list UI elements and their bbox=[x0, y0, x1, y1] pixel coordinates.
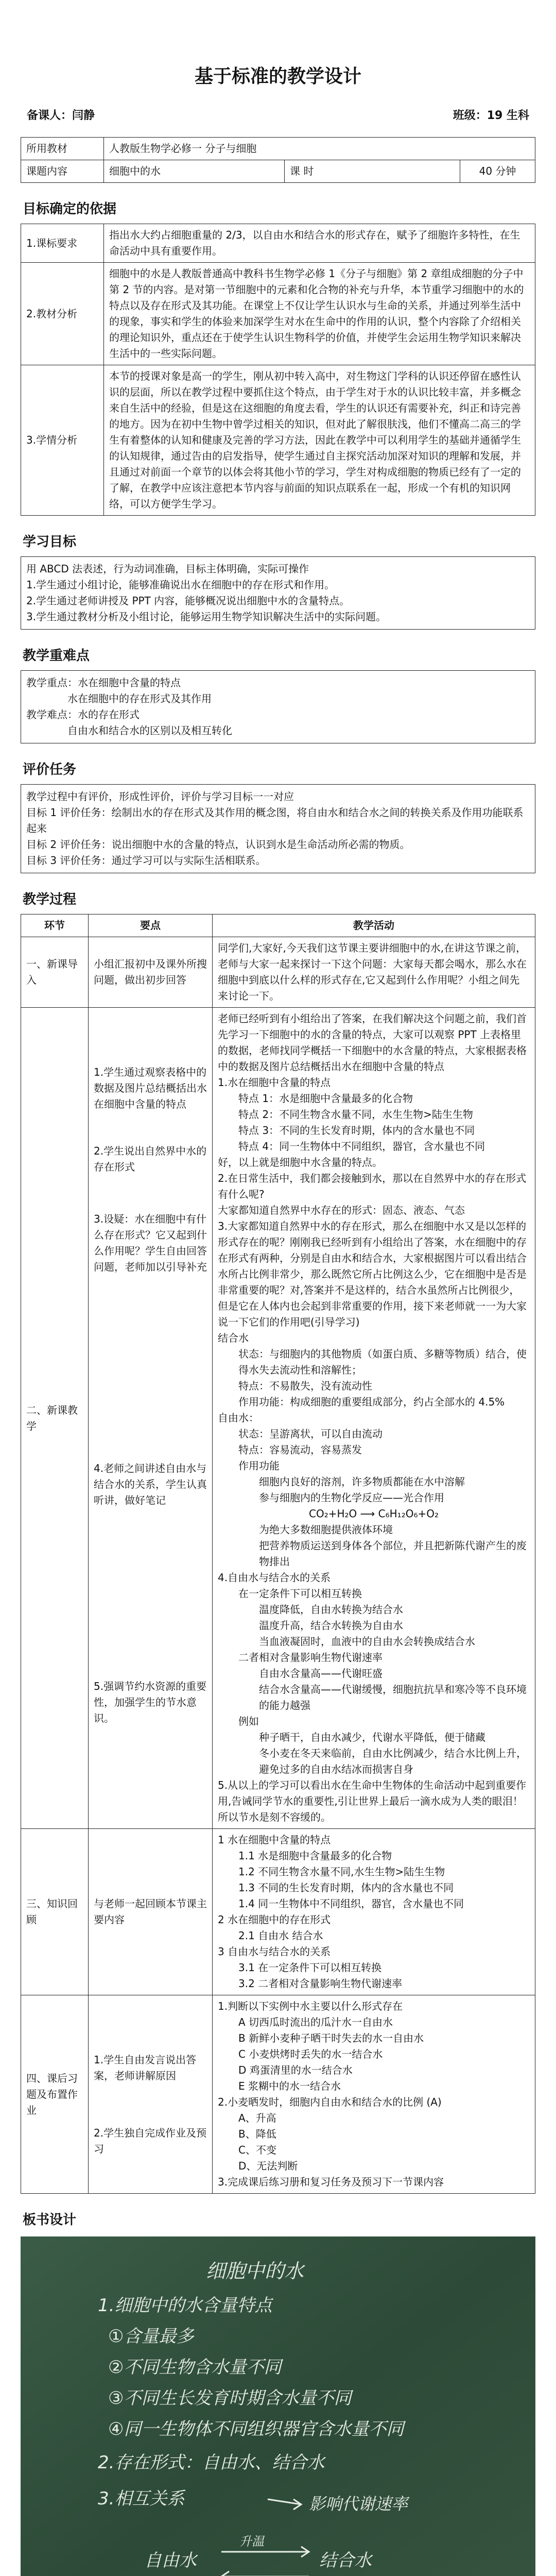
keypoint-line: 自由水和结合水的区别以及相互转化 bbox=[67, 724, 232, 737]
activity-line: 大家都知道自然界中水存在的形式：固态、液态、气态 bbox=[218, 1204, 465, 1216]
activity-line: C、不变 bbox=[238, 2144, 276, 2156]
formula: CO₂+H₂O ⟶ C₆H₁₂O₆+O₂ bbox=[308, 1507, 439, 1520]
activity-line: E 浆糊中的水一结合水 bbox=[238, 2080, 341, 2092]
textbook-value: 人教版生物学必修一 分子与细胞 bbox=[104, 138, 535, 160]
objective-line: 2.学生通过老师讲授及 PPT 内容，能够概况说出细胞中水的含量特点。 bbox=[26, 595, 350, 607]
stage-point: 1.学生自由发言说出答案，老师讲解原因 bbox=[94, 2054, 197, 2082]
evaluation-line: 教学过程中有评价，形成性评价，评价与学习目标一一对应 bbox=[26, 790, 294, 803]
activity-line: 3.1 在一定条件下可以相互转换 bbox=[238, 1961, 382, 1974]
activity-line: 1.4 同一生物体中不同组织，器官，含水量也不同 bbox=[238, 1897, 464, 1910]
blackboard-photo bbox=[21, 2236, 535, 2576]
stage-point: 1.学生通过观察表格中的数据及图片总结概括出水在细胞中含量的特点 bbox=[94, 1066, 207, 1110]
board-line: 升温 bbox=[239, 2534, 264, 2549]
col-header: 环节 bbox=[21, 914, 89, 937]
activity-line: 老师已经听到有小组给出了答案，在我们解决这个问题之前，我们首先学习一下细胞中的水的含量的特点，大家可以观察 PPT 上表格里的数据，老师找同学概括一下细胞中的水含量的特点，大家根据表格中的数据及图片总结概括出水在细胞中含量的特点 bbox=[218, 1012, 527, 1073]
keypoint-line: 教学重点：水在细胞中含量的特点 bbox=[26, 676, 181, 689]
basis-text: 指出水大约占细胞重量的 2/3，以自由水和结合水的形式存在，赋予了细胞许多特性，在生命活动中具有重要作用。 bbox=[104, 224, 535, 263]
stage-points bbox=[89, 1008, 213, 1829]
activity-line: 1.3 不同的生长发育时期，体内的含水量也不同 bbox=[238, 1882, 454, 1894]
keypoint-line: 水在细胞中的存在形式及其作用 bbox=[67, 692, 212, 705]
process-table bbox=[21, 914, 535, 2194]
col-header: 教学活动 bbox=[213, 914, 535, 937]
activity-line: 特点：容易流动，容易蒸发 bbox=[238, 1444, 362, 1456]
activity-line: 特点 1：水是细胞中含量最多的化合物 bbox=[238, 1092, 413, 1105]
activity-line: 把营养物质运送到身体各个部位，并且把新陈代谢产生的废物排出 bbox=[259, 1539, 527, 1568]
stage-activity: 同学们,大家好,今天我们这节课主要讲细胞中的水,在讲这节课之前，老师与大家一起来探讨一下这个问题：大家每天都会喝水，那么水在细胞中到底以什么样的形式存在,它又起到什么作用呢？小组之间先来讨论一下。 bbox=[213, 937, 535, 1008]
board-line: 3.相互关系 bbox=[98, 2488, 185, 2509]
activity-line: D、无法判断 bbox=[238, 2160, 298, 2172]
activity-line: 5.从以上的学习可以看出水在生命中生物体的生命活动中起到重要作用,告诫同学节水的重要性,引让世界上最后一滴水成为人类的眼泪！所以节水是刻不容缓的。 bbox=[218, 1779, 527, 1823]
stage-point: 2.学生独自完成作业及预习 bbox=[94, 2127, 207, 2155]
teacher-label: 备课人：闫静 bbox=[27, 109, 95, 122]
activity-line: A 切西瓜时流出的瓜汁水一自由水 bbox=[238, 2016, 393, 2028]
activity-line: 2.小麦晒发时，细胞内自由水和结合水的比例 (A) bbox=[218, 2096, 442, 2108]
activity-line: 1.水在细胞中含量的特点 bbox=[218, 1076, 331, 1089]
activity-line: 1.2 不同生物含水量不同,水生生物>陆生生物 bbox=[238, 1866, 445, 1878]
basis-label: 1.课标要求 bbox=[21, 224, 104, 263]
keypoints-box bbox=[21, 670, 535, 743]
activity-line: 状态：呈游离状，可以自由流动 bbox=[238, 1428, 383, 1440]
activity-line: 特点 4：同一生物体中不同组织，器官，含水量也不同 bbox=[238, 1140, 485, 1153]
blackboard-svg bbox=[21, 2236, 535, 2576]
activity-line: 自由水： bbox=[218, 1412, 259, 1424]
stage-point: 与老师一起回顾本节课主要内容 bbox=[89, 1829, 213, 1995]
activity-line: 结合水 bbox=[218, 1332, 249, 1344]
period-value: 40 分钟 bbox=[460, 160, 535, 183]
stage-activity bbox=[213, 1008, 535, 1829]
activity-line: 冬小麦在冬天来临前，自由水比例减少，结合水比例上升，避免过多的自由水结冰而损害自身 bbox=[259, 1747, 527, 1775]
stage-label: 二、新课教学 bbox=[21, 1008, 89, 1829]
textbook-label: 所用教材 bbox=[21, 138, 104, 160]
stage-point: 3.设疑：水在细胞中有什么存在形式？它又起到什么作用呢？学生自由回答问题，老师加以引导补充 bbox=[94, 1213, 207, 1273]
activity-line: 为绝大多数细胞提供液体环境 bbox=[259, 1523, 393, 1536]
board-line: 1.细胞中的水含量特点 bbox=[98, 2295, 272, 2316]
stage-point: 5.强调节约水资源的重要性，加强学生的节水意识。 bbox=[94, 1680, 207, 1724]
activity-line: 4.自由水与结合水的关系 bbox=[218, 1571, 331, 1584]
stage-activity bbox=[213, 1995, 535, 2194]
basis-label: 2.教材分析 bbox=[21, 263, 104, 365]
topic-label: 课题内容 bbox=[21, 160, 104, 183]
activity-line: 自由水含量高——代谢旺盛 bbox=[259, 1667, 383, 1680]
activity-line: 种子晒干，自由水减少，代谢水平降低，便于储藏 bbox=[259, 1731, 485, 1743]
objectives-heading: 学习目标 bbox=[23, 534, 77, 550]
stage-point: 2.学生说出自然界中水的存在形式 bbox=[94, 1145, 207, 1173]
activity-line: 特点 3：不同的生长发育时期，体内的含水量也不同 bbox=[238, 1124, 475, 1137]
stage-label: 一、新课导入 bbox=[21, 937, 89, 1008]
activity-line: 作用功能：构成细胞的重要组成部分，约占全部水的 4.5% bbox=[238, 1396, 505, 1408]
stage-label: 四、课后习题及布置作业 bbox=[21, 1995, 89, 2194]
activity-line: 1 水在细胞中含量的特点 bbox=[218, 1834, 331, 1846]
activity-line: 3.大家都知道自然界中水的存在形式，那么在细胞中水又是以怎样的形式存在的呢？刚刚我已经听到有小组给出了答案，水在细胞中的存在形式有两种，分别是自由水和结合水，大家根据图片可以看出结合水所占比例非常少，那么既然它所占比例这么少，它在细胞中是否是非常重要的呢？对,答案并不是这样的，结合水虽然所占比例很少，但是它在人体内也会起到非常重要的作用，接下来老师就一一为大家说一下它们的作用吧(引导学习) bbox=[218, 1220, 527, 1328]
board-line: 影响代谢速率 bbox=[309, 2494, 408, 2514]
stage-label: 三、知识回顾 bbox=[21, 1829, 89, 1995]
activity-line: 3.完成课后练习册和复习任务及预习下一节课内容 bbox=[218, 2176, 444, 2188]
board-line: ①含量最多 bbox=[108, 2326, 194, 2347]
keypoints-heading: 教学重难点 bbox=[23, 648, 90, 664]
basis-label: 3.学情分析 bbox=[21, 365, 104, 516]
activity-line: 2.在日常生活中，我们都会接触到水，那以在自然界中水的存在形式有什么呢? bbox=[218, 1172, 527, 1200]
activity-line: 温度降低，自由水转换为结合水 bbox=[259, 1603, 403, 1616]
evaluation-line: 目标 3 评价任务：通过学习可以与实际生活相联系。 bbox=[26, 854, 266, 867]
board-line: 2.存在形式：自由水、结合水 bbox=[98, 2452, 325, 2473]
activity-line: C 小麦烘烤时丢失的水一结合水 bbox=[238, 2048, 383, 2060]
basis-text: 细胞中的水是人教版普通高中教科书生物学必修 1《分子与细胞》第 2 章组成细胞的分子中第 2 节的内容。是对第一节细胞中的元素和化合物的补充与升华，本节重学习细胞中的水的特点以及存在形式及其功能。在课堂上不仅让学生认识水与生命的关系，并通过列举生活中的现象，事实和学生的体验来加深学生对水在生命中的作用的认识，整个内容除了介绍相关的理论知识外，重点还在于使学生认识生物科学的价值，并使学生会运用生物学知识来解决生活中的一些实际问题。 bbox=[104, 263, 535, 365]
activity-line: D 鸡蛋清里的水一结合水 bbox=[238, 2064, 353, 2076]
evaluation-heading: 评价任务 bbox=[23, 762, 77, 777]
basis-heading: 目标确定的依据 bbox=[23, 201, 117, 217]
activity-line: 结合水含量高——代谢缓慢，细胞抗抗旱和寒冷等不良环境的能力越强 bbox=[259, 1683, 527, 1711]
meta-row bbox=[21, 107, 535, 123]
activity-line: 当血液凝固时，血液中的自由水会转换成结合水 bbox=[259, 1635, 475, 1648]
objective-line: 1.学生通过小组讨论，能够准确说出水在细胞中的存在形式和作用。 bbox=[26, 579, 335, 591]
activity-line: 状态：与细胞内的其他物质（如蛋白质、多糖等物质）结合，使得水失去流动性和溶解性； bbox=[238, 1348, 527, 1376]
page bbox=[21, 0, 535, 2576]
stage-point: 小组汇报初中及课外所搜问题，做出初步回答 bbox=[89, 937, 213, 1008]
activity-line: 2.1 自由水 结合水 bbox=[238, 1929, 323, 1942]
board-line: 结合水 bbox=[319, 2550, 372, 2571]
activity-line: 1.1 水是细胞中含量最多的化合物 bbox=[238, 1850, 392, 1862]
activity-line: 参与细胞内的生物化学反应——光合作用 bbox=[259, 1492, 444, 1504]
basis-table bbox=[21, 224, 535, 516]
basis-text: 本节的授课对象是高一的学生，刚从初中转入高中，对生物这门学科的认识还停留在感性认识的层面，所以在教学过程中要抓住这个特点，由于学生对于水的认识比较丰富，并多概念来自生活中的经验，但是这在这细胞的角度去看，学生的认识还有需要补充，纠正和诗完善的地方。因为在初中生物中曾学过相关的知识，但对此了解很肤浅，他们不懂高二高三的学生有着整体的认知和健康及完善的学习方法，因此在教学中可以利用学生的基础并通循学生的认知规律，通过告由的启发指导，使学生通过自主探究活动加深对知识的理解和发展，并且通过对前面一个章节的以体会将其他小节的学习，学生对构成细胞的物质已经有了一定的了解，在教学中应该注意把本节内容与前面的知识点联系在一起，形成一个有机的知识网络，可以方便学生学习。 bbox=[104, 365, 535, 516]
board-title: 细胞中的水 bbox=[206, 2260, 304, 2282]
board-heading: 板书设计 bbox=[23, 2212, 77, 2228]
activity-line: 在一定条件下可以相互转换 bbox=[238, 1587, 362, 1600]
activity-line: 作用功能 bbox=[238, 1460, 280, 1472]
info-table bbox=[21, 137, 535, 183]
objectives-box bbox=[21, 556, 535, 630]
activity-line: 二者相对含量影响生物代谢速率 bbox=[238, 1651, 383, 1664]
objective-line: 用 ABCD 法表述，行为动词准确，目标主体明确，实际可操作 bbox=[26, 563, 309, 575]
board-line: 自由水 bbox=[144, 2550, 197, 2571]
board-line: ②不同生物含水量不同 bbox=[108, 2357, 282, 2378]
board-line: ③不同生长发育时期含水量不同 bbox=[108, 2388, 352, 2409]
activity-line: B、降低 bbox=[238, 2128, 276, 2140]
keypoint-line: 教学难点：水的存在形式 bbox=[26, 708, 140, 721]
activity-line: 特点 2：不同生物含水量不同，水生生物>陆生生物 bbox=[238, 1108, 473, 1121]
stage-point: 4.老师之间讲述自由水与结合水的关系，学生认真听讲，做好笔记 bbox=[94, 1462, 207, 1506]
activity-line: 特点：不易散失，没有流动性 bbox=[238, 1380, 372, 1392]
period-label: 课 时 bbox=[285, 160, 460, 183]
activity-line: 例如 bbox=[238, 1715, 259, 1727]
activity-line: 1.判断以下实例中水主要以什么形式存在 bbox=[218, 2000, 403, 2012]
evaluation-line: 目标 2 评价任务：说出细胞中水的含量的特点，认识到水是生命活动所必需的物质。 bbox=[26, 838, 410, 851]
activity-line: 2 水在细胞中的存在形式 bbox=[218, 1913, 331, 1926]
evaluation-line: 目标 1 评价任务：绘制出水的存在形式及其作用的概念图，将自由水和结合水之间的转换关系及作用功能联系起来 bbox=[26, 806, 524, 835]
col-header: 要点 bbox=[89, 914, 213, 937]
activity-line: 好，以上就是细胞中水含量的特点。 bbox=[218, 1156, 383, 1168]
page-title: 基于标准的教学设计 bbox=[194, 66, 361, 87]
activity-line: A、升高 bbox=[238, 2112, 276, 2124]
stage-points bbox=[89, 1995, 213, 2194]
activity-line: 温度升高，结合水转换为自由水 bbox=[259, 1619, 403, 1632]
process-heading: 教学过程 bbox=[23, 892, 77, 907]
activity-line: B 新鲜小麦种子晒干时失去的水一自由水 bbox=[238, 2032, 424, 2044]
activity-line: 细胞内良好的溶剂，许多物质都能在水中溶解 bbox=[259, 1476, 465, 1488]
activity-line: 3 自由水与结合水的关系 bbox=[218, 1945, 331, 1958]
objective-line: 3.学生通过教材分析及小组讨论，能够运用生物学知识解决生活中的实际问题。 bbox=[26, 611, 387, 623]
stage-activity bbox=[213, 1829, 535, 1995]
class-label: 班级：19 生科 bbox=[453, 109, 529, 122]
activity-line: 3.2 二者相对含量影响生物代谢速率 bbox=[238, 1977, 403, 1990]
evaluation-box bbox=[21, 784, 535, 873]
topic-value: 细胞中的水 bbox=[104, 160, 285, 183]
board-line: ④同一生物体不同组织器官含水量不同 bbox=[108, 2419, 404, 2439]
